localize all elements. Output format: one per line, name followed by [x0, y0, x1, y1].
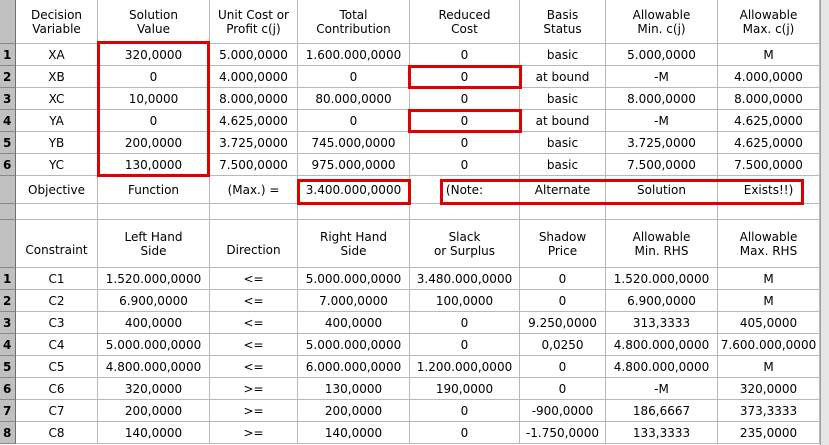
empty-cell[interactable] — [606, 204, 718, 220]
table-cell[interactable]: C8 — [16, 422, 98, 444]
table-cell[interactable]: 4.625,0000 — [210, 110, 298, 132]
table-cell[interactable]: YA — [16, 110, 98, 132]
column-header: Unit Cost or Profit c(j) — [210, 0, 298, 44]
table-cell[interactable]: YC — [16, 154, 98, 176]
table-cell[interactable]: at bound — [520, 66, 606, 88]
row-number-blank — [0, 176, 16, 204]
corner-cell — [0, 0, 16, 44]
table-cell[interactable]: 140,0000 — [298, 422, 410, 444]
table-cell[interactable]: 200,0000 — [298, 400, 410, 422]
vertical-scrollbar[interactable] — [820, 0, 829, 445]
table-cell[interactable]: 320,0000 — [718, 378, 820, 400]
table-cell[interactable]: 7.500,0000 — [606, 154, 718, 176]
row-number[interactable]: 6 — [0, 378, 16, 400]
objective-cell[interactable]: Solution — [606, 176, 718, 204]
objective-cell[interactable]: (Note: — [410, 176, 520, 204]
table-cell[interactable]: >= — [210, 400, 298, 422]
column-header: Basis Status — [520, 0, 606, 44]
table-cell[interactable]: 0 — [410, 110, 520, 132]
table-cell[interactable]: <= — [210, 290, 298, 312]
table-cell[interactable]: 4.000,0000 — [210, 66, 298, 88]
column-header: Allowable Min. c(j) — [606, 0, 718, 44]
table-cell[interactable]: -M — [606, 110, 718, 132]
empty-cell[interactable] — [98, 204, 210, 220]
table-cell[interactable]: 320,0000 — [98, 44, 210, 66]
table-cell[interactable]: 0 — [410, 334, 520, 356]
table-cell[interactable]: 7.600.000,0000 — [718, 334, 820, 356]
table-cell[interactable]: 7.500,0000 — [210, 154, 298, 176]
table-cell[interactable]: -M — [606, 66, 718, 88]
table-cell[interactable]: 5.000,0000 — [606, 44, 718, 66]
table-cell[interactable]: 235,0000 — [718, 422, 820, 444]
table-cell[interactable]: 0 — [410, 400, 520, 422]
table-cell[interactable]: C6 — [16, 378, 98, 400]
table-cell[interactable]: 8.000,0000 — [606, 88, 718, 110]
table-cell[interactable]: 1.520.000,0000 — [606, 268, 718, 290]
row-number[interactable]: 2 — [0, 290, 16, 312]
objective-cell[interactable]: Objective — [16, 176, 98, 204]
row-number[interactable]: 8 — [0, 422, 16, 444]
table-cell[interactable]: 0 — [410, 422, 520, 444]
table-cell[interactable]: 5.000.000,0000 — [298, 334, 410, 356]
row-number[interactable]: 4 — [0, 334, 16, 356]
empty-cell[interactable] — [718, 204, 820, 220]
column-header: Left Hand Side — [98, 220, 210, 268]
table-cell[interactable]: C5 — [16, 356, 98, 378]
table-cell[interactable]: <= — [210, 356, 298, 378]
row-number[interactable]: 3 — [0, 88, 16, 110]
table-cell[interactable]: 3.480.000,0000 — [410, 268, 520, 290]
table-cell[interactable]: 0 — [410, 312, 520, 334]
table-cell[interactable]: YB — [16, 132, 98, 154]
table-cell[interactable]: 7.500,0000 — [718, 154, 820, 176]
table-cell[interactable]: 373,3333 — [718, 400, 820, 422]
table-cell[interactable]: 9.250,0000 — [520, 312, 606, 334]
table-cell[interactable]: 0 — [410, 154, 520, 176]
table-cell[interactable]: XC — [16, 88, 98, 110]
table-cell[interactable]: 1.600.000,0000 — [298, 44, 410, 66]
table-cell[interactable]: 0,0250 — [520, 334, 606, 356]
table-cell[interactable]: basic — [520, 154, 606, 176]
table-cell[interactable]: 8.000,0000 — [210, 88, 298, 110]
table-cell[interactable]: <= — [210, 268, 298, 290]
table-cell[interactable]: 975.000,0000 — [298, 154, 410, 176]
table-cell[interactable]: -1.750,0000 — [520, 422, 606, 444]
table-cell[interactable]: 8.000,0000 — [718, 88, 820, 110]
objective-cell[interactable]: 3.400.000,0000 — [298, 176, 410, 204]
table-cell[interactable]: 3.725,0000 — [606, 132, 718, 154]
table-cell[interactable]: 100,0000 — [410, 290, 520, 312]
table-cell[interactable]: 80.000,0000 — [298, 88, 410, 110]
table-cell[interactable]: 200,0000 — [98, 400, 210, 422]
row-number-blank — [0, 220, 16, 268]
table-cell[interactable]: 140,0000 — [98, 422, 210, 444]
column-header: Right Hand Side — [298, 220, 410, 268]
table-cell[interactable]: 0 — [410, 132, 520, 154]
table-cell[interactable]: 5.000.000,0000 — [298, 268, 410, 290]
table-cell[interactable]: 0 — [298, 66, 410, 88]
empty-cell[interactable] — [410, 204, 520, 220]
table-cell[interactable]: C4 — [16, 334, 98, 356]
column-header: Total Contribution — [298, 0, 410, 44]
table-cell[interactable]: C3 — [16, 312, 98, 334]
column-header: Decision Variable — [16, 0, 98, 44]
table-cell[interactable]: 4.000,0000 — [718, 66, 820, 88]
table-cell[interactable]: 0 — [520, 268, 606, 290]
row-number[interactable]: 2 — [0, 66, 16, 88]
table-cell[interactable]: 4.625,0000 — [718, 110, 820, 132]
table-cell[interactable]: basic — [520, 44, 606, 66]
column-header: Solution Value — [98, 0, 210, 44]
table-cell[interactable]: 6.900,0000 — [98, 290, 210, 312]
table-cell[interactable]: 400,0000 — [298, 312, 410, 334]
table-cell[interactable]: >= — [210, 422, 298, 444]
row-number[interactable]: 5 — [0, 132, 16, 154]
row-number[interactable]: 1 — [0, 44, 16, 66]
row-number[interactable]: 5 — [0, 356, 16, 378]
table-cell[interactable]: -900,0000 — [520, 400, 606, 422]
column-header: Shadow Price — [520, 220, 606, 268]
table-cell[interactable]: 6.000.000,0000 — [298, 356, 410, 378]
table-cell[interactable]: C2 — [16, 290, 98, 312]
table-cell[interactable]: 133,3333 — [606, 422, 718, 444]
column-header: Constraint — [16, 220, 98, 268]
table-cell[interactable]: 4.625,0000 — [718, 132, 820, 154]
table-cell[interactable]: 0 — [98, 110, 210, 132]
table-cell[interactable]: 7.000,0000 — [298, 290, 410, 312]
table-cell[interactable]: 5.000.000,0000 — [98, 334, 210, 356]
column-header: Direction — [210, 220, 298, 268]
table-cell[interactable]: M — [718, 268, 820, 290]
table-cell[interactable]: 320,0000 — [98, 378, 210, 400]
objective-cell[interactable]: Alternate — [520, 176, 606, 204]
table-cell[interactable]: 405,0000 — [718, 312, 820, 334]
table-cell[interactable]: basic — [520, 132, 606, 154]
table-cell[interactable]: basic — [520, 88, 606, 110]
table-cell[interactable]: 0 — [520, 290, 606, 312]
table-cell[interactable]: 0 — [98, 66, 210, 88]
column-header: Allowable Max. c(j) — [718, 0, 820, 44]
table-cell[interactable]: at bound — [520, 110, 606, 132]
row-number-blank — [0, 204, 16, 220]
table-cell[interactable]: 0 — [410, 88, 520, 110]
table-cell[interactable]: 130,0000 — [298, 378, 410, 400]
table-cell[interactable]: 1.520.000,0000 — [98, 268, 210, 290]
objective-cell[interactable]: Function — [98, 176, 210, 204]
empty-cell[interactable] — [520, 204, 606, 220]
table-cell[interactable]: 6.900,0000 — [606, 290, 718, 312]
table-cell[interactable]: M — [718, 44, 820, 66]
table-cell[interactable]: M — [718, 290, 820, 312]
table-cell[interactable]: -M — [606, 378, 718, 400]
table-cell[interactable]: <= — [210, 312, 298, 334]
column-header: Allowable Max. RHS — [718, 220, 820, 268]
table-cell[interactable]: C1 — [16, 268, 98, 290]
table-cell[interactable]: 186,6667 — [606, 400, 718, 422]
table-cell[interactable]: M — [718, 356, 820, 378]
table-cell[interactable]: 3.725,0000 — [210, 132, 298, 154]
column-header: Allowable Min. RHS — [606, 220, 718, 268]
table-cell[interactable]: 4.800.000,0000 — [606, 356, 718, 378]
empty-cell[interactable] — [16, 204, 98, 220]
row-number[interactable]: 7 — [0, 400, 16, 422]
empty-cell[interactable] — [210, 204, 298, 220]
table-cell[interactable]: 0 — [298, 110, 410, 132]
row-number[interactable]: 4 — [0, 110, 16, 132]
table-cell[interactable]: 745.000,0000 — [298, 132, 410, 154]
row-number[interactable]: 1 — [0, 268, 16, 290]
table-cell[interactable]: 4.800.000,0000 — [98, 356, 210, 378]
table-cell[interactable]: 4.800.000,0000 — [606, 334, 718, 356]
table-cell[interactable]: <= — [210, 334, 298, 356]
table-cell[interactable]: XA — [16, 44, 98, 66]
objective-cell[interactable]: Exists!!) — [718, 176, 820, 204]
table-cell[interactable]: 200,0000 — [98, 132, 210, 154]
table-cell[interactable]: 5.000,0000 — [210, 44, 298, 66]
table-cell[interactable]: C7 — [16, 400, 98, 422]
objective-cell[interactable]: (Max.) = — [210, 176, 298, 204]
table-cell[interactable]: 313,3333 — [606, 312, 718, 334]
table-cell[interactable]: XB — [16, 66, 98, 88]
table-cell[interactable]: 400,0000 — [98, 312, 210, 334]
table-cell[interactable]: 0 — [520, 378, 606, 400]
table-cell[interactable]: 0 — [410, 44, 520, 66]
table-cell[interactable]: 1.200.000,0000 — [410, 356, 520, 378]
empty-cell[interactable] — [298, 204, 410, 220]
column-header: Slack or Surplus — [410, 220, 520, 268]
table-cell[interactable]: 10,0000 — [98, 88, 210, 110]
table-cell[interactable]: 0 — [410, 66, 520, 88]
column-header: Reduced Cost — [410, 0, 520, 44]
row-number[interactable]: 3 — [0, 312, 16, 334]
table-cell[interactable]: 190,0000 — [410, 378, 520, 400]
table-cell[interactable]: >= — [210, 378, 298, 400]
table-cell[interactable]: 130,0000 — [98, 154, 210, 176]
row-number[interactable]: 6 — [0, 154, 16, 176]
table-cell[interactable]: 0 — [520, 356, 606, 378]
